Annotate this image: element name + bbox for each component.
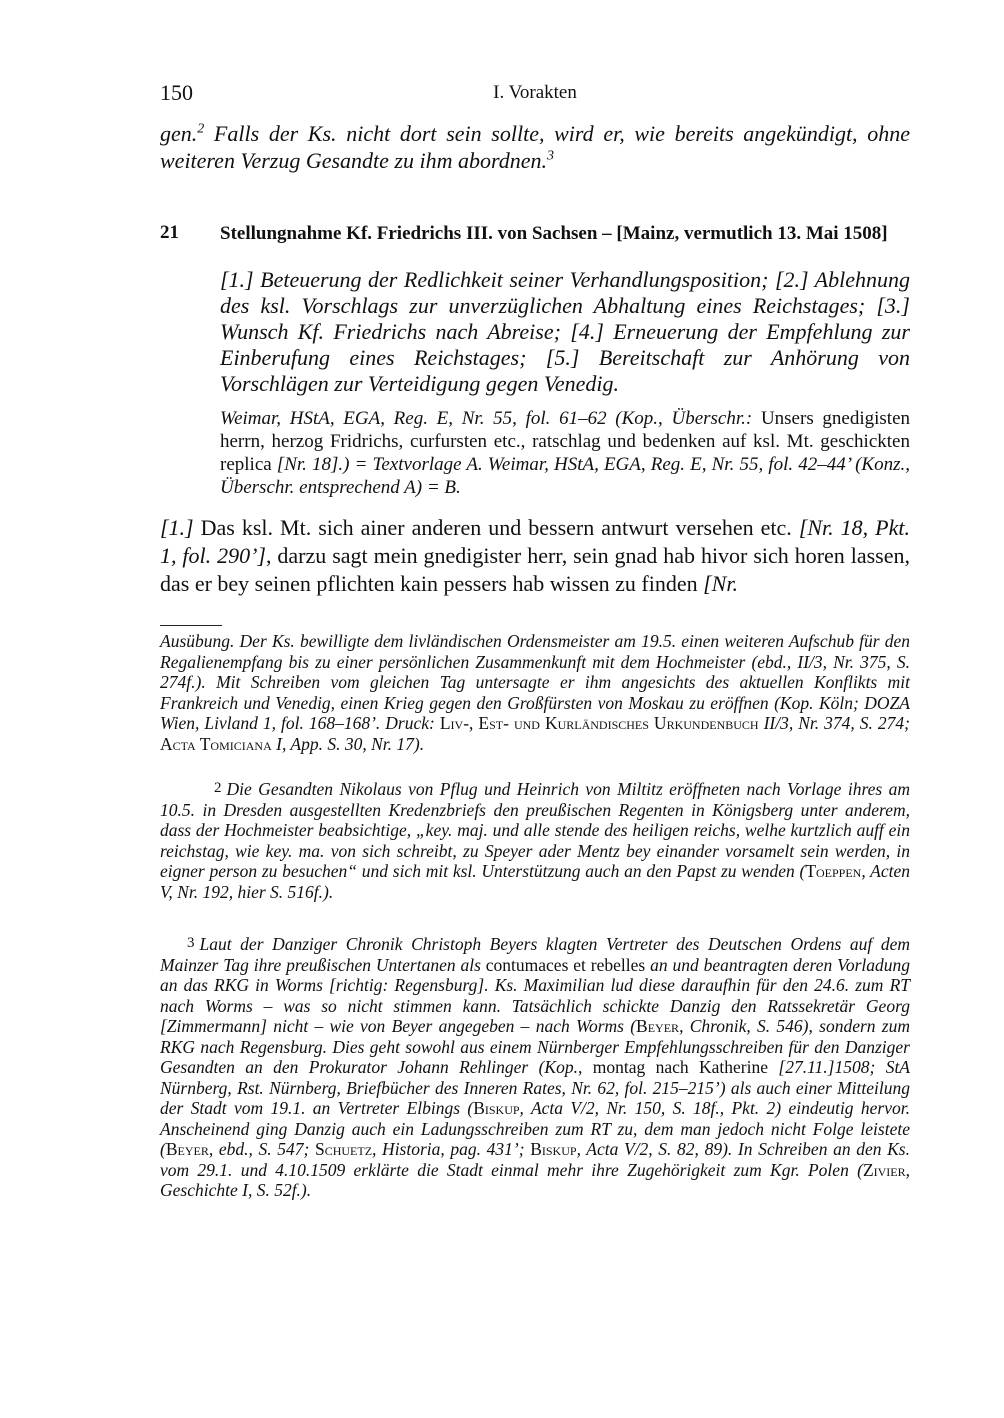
entry-number: 21: [160, 222, 179, 243]
footnote-2: 2 Die Gesandten Nikolaus von Pflug und Heinrich von Miltitz eröffneten nach Vorlage ihres am 10.5. in Dresden ausgestellten Kredenzbriefs den preußischen Regenten in Königsberg unter anderem, dass der Hochmeister beabsichtige, „key. maj. und alle stende des heiligen reichs, welhe kurtzlich auff ein reichstag, wie key. ma. von sich schreibt, zu Speyer ader Mentz bey einander vorsamelt sein werden, in eigner person zu besuchen“ und sich mit ksl. Unterstützung auch an den Papst zu wenden (Toeppen, Acten V, Nr. 192, hier S. 516f.).: [160, 779, 910, 902]
page-header: [160, 80, 910, 110]
footnote-divider: [160, 625, 222, 626]
entry-regest: [1.] Beteuerung der Redlichkeit seiner Verhandlungsposition; [2.] Ablehnung des ksl. Vorschlags zur unverzüglichen Abhaltung eines Reichstages; [3.] Wunsch Kf. Friedrichs nach Abreise; [4.] Erneuerung der Empfehlung zur Einberufung eines Reichstages; [5.] Bereitschaft zur Anhörung von Vorschlägen zur Verteidigung gegen Venedig.: [220, 267, 910, 396]
entry-title: Stellungnahme Kf. Friedrichs III. von Sachsen – [Mainz, vermutlich 13. Mai 1508]: [220, 223, 888, 244]
footnote-3: 3 Laut der Danziger Chronik Christoph Beyers klagten Vertreter des Deutschen Ordens auf dem Mainzer Tag ihre preußischen Untertanen als contumaces et rebelles an und beantragten deren Vorladung an das RKG in Worms [richtig: Regensburg]. Ks. Maximilian lud diese daraufhin für den 24.6. zum RT nach Worms – was so nicht stimmen kann. Tatsächlich schickte Danzig den Ratssekretär Georg [Zimmermann] nicht – wie von Beyer angegeben – nach Worms (Beyer, Chronik, S. 546), sondern zum RKG nach Regensburg. Dies geht sowohl aus einem Nürnberger Empfehlungsschreiben für den Danziger Gesandten an den Prokurator Johann Rehlinger (Kop., montag nach Katherine [27.11.]1508; StA Nürnberg, Rst. Nürnberg, Briefbücher des Inneren Rates, Nr. 62, fol. 215–215’) als auch einer Mitteilung der Stadt vom 19.1. an Vertreter Elbings (Biskup, Acta V/2, Nr. 150, S. 18f., Pkt. 2) eindeutig hervor. Anscheinend ging Danzig auch ein Ladungsschreiben zum RT zu, dem man jedoch nicht Folge leistete (Beyer, ebd., S. 547; Schuetz, Historia, pag. 431’; Biskup, Acta V/2, S. 82, 89). In Schreiben an den Ks. vom 29.1. und 4.10.1509 erklärte die Stadt einmal mehr ihre Zugehörigkeit zum Kgr. Polen (Zivier, Geschichte I, S. 52f.).: [160, 934, 911, 1200]
footnote-continuation: Ausübung. Der Ks. bewilligte dem livländischen Ordensmeister am 19.5. einen weiteren Aufschub für den Regalienempfang bis zu einer persönlichen Zusammenkunft mit dem Hochmeister (ebd., II/3, Nr. 375, S. 274f.). Mit Schreiben vom gleichen Tag untersagte er ihm angesichts des aktuellen Konflikts mit Frankreich und Venedig, einen Krieg gegen den Großfürsten von Moskau zu eröffnen (Kop. Köln; DOZA Wien, Livland 1, fol. 168–168’. Druck: Liv-, Est- und Kurländisches Urkundenbuch II/3, Nr. 374, S. 274; Acta Tomiciana I, App. S. 30, Nr. 17).: [160, 631, 910, 754]
running-title: I. Vorakten: [493, 82, 577, 103]
footnote-ref[interactable]: 3: [547, 148, 554, 164]
footnote-marker: 2: [214, 780, 222, 796]
footnote-marker: 3: [187, 935, 195, 951]
footnote-ref[interactable]: 2: [197, 121, 205, 137]
source-note: Weimar, HStA, EGA, Reg. E, Nr. 55, fol. 61–62 (Kop., Überschr.: Unsers gnedigisten herrn, herzog Fridrichs, curfursten etc., ratschlag und bedenken auf ksl. Mt. geschickten replica [Nr. 18].) = Textvorlage A. Weimar, HStA, EGA, Reg. E, Nr. 55, fol. 42–44’ (Konz., Überschr. entsprechend A) = B.: [220, 408, 911, 498]
main-text: [1.] Das ksl. Mt. sich ainer anderen und bessern antwurt versehen etc. [Nr. 18, Pkt. 1, fol. 290’], darzu sagt mein gnedigister herr, sein gnad hab hivor sich horen lassen, das er bey seinen pflichten kain pessers hab wissen zu finden [Nr.: [160, 515, 910, 596]
page-number: 150: [160, 80, 193, 105]
intro-paragraph: gen.$^2$ Falls der Ks. nicht dort sein sollte, wird er, wie bereits angekündigt, ohne weiteren Verzug Gesandte zu ihm abordnen.$^3$: [160, 121, 910, 173]
document-entry: [160, 222, 910, 499]
